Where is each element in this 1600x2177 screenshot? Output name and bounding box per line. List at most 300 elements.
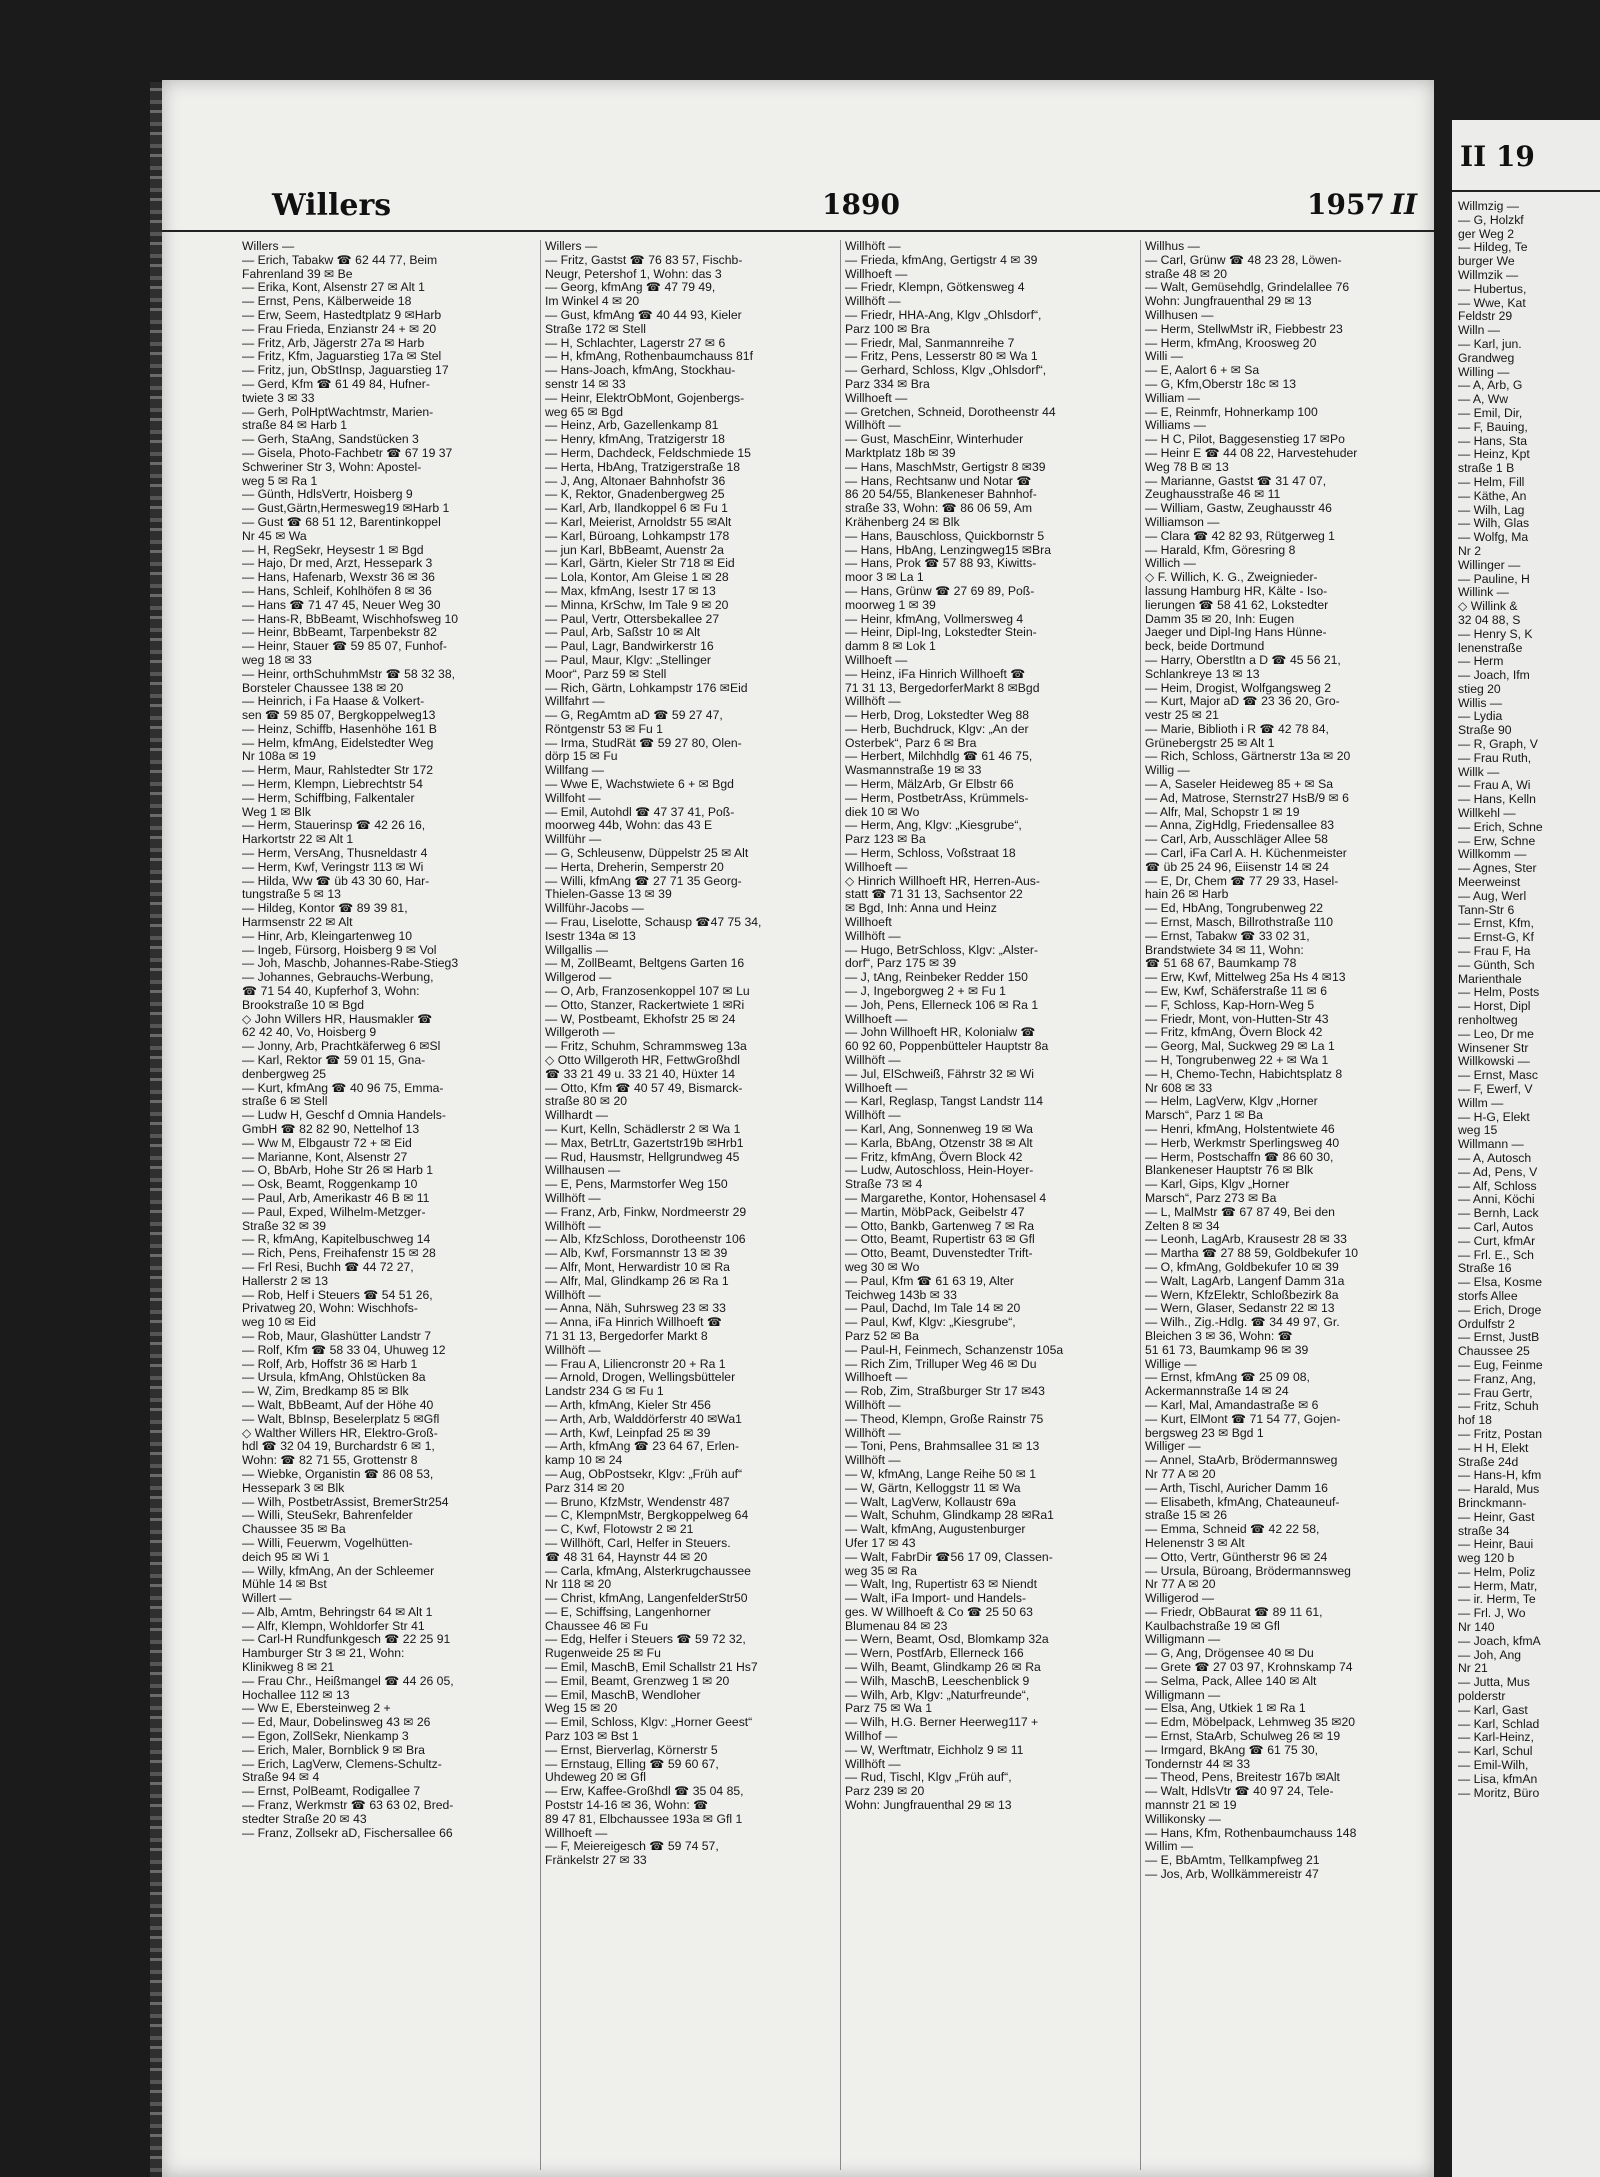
directory-entry-line: Parz 123 ✉ Ba bbox=[845, 833, 926, 847]
directory-entry-line: — Hans, Rechtsanw und Notar ☎ bbox=[845, 474, 1032, 488]
directory-entry-line: Willhausen — bbox=[545, 1164, 621, 1178]
adjacent-entry-line: Willmzig — bbox=[1458, 200, 1519, 213]
directory-entry-line: — C, Kwf, Flotowstr 2 ✉ 21 bbox=[545, 1523, 694, 1537]
adjacent-entry-line: Willkomm — bbox=[1458, 848, 1527, 862]
directory-entry-line: — Margarethe, Kontor, Hohensasel 4 bbox=[845, 1191, 1047, 1205]
adjacent-entry-line: — F, Ewerf, V bbox=[1458, 1083, 1533, 1096]
adjacent-entry-line: — Karl, Gast bbox=[1458, 1703, 1528, 1717]
adjacent-entry-line: — Aug, Werl bbox=[1458, 889, 1527, 903]
directory-entry-line: — Hans-Joach, kfmAng, Stockhau- bbox=[545, 364, 736, 378]
directory-entry-line: — K, Rektor, Gnadenbergweg 25 bbox=[545, 488, 725, 502]
directory-entry-line: — Carl, Arb, Ausschläger Allee 58 bbox=[1145, 833, 1328, 847]
directory-entry-line: — Walt, LagVerw, Kollaustr 69a bbox=[845, 1495, 1016, 1509]
directory-entry-line: Moor“, Parz 59 ✉ Stell bbox=[545, 667, 667, 681]
directory-entry-line: Landstr 234 G ✉ Fu 1 bbox=[545, 1385, 664, 1399]
adjacent-entry-line: — Pauline, H bbox=[1458, 572, 1530, 586]
directory-entry-line: — Henri, kfmAng, Holstentwiete 46 bbox=[1145, 1123, 1335, 1136]
directory-entry-line: — Walt, Schuhm, Glindkamp 28 ✉Ra1 bbox=[845, 1509, 1054, 1523]
directory-entry-line: — Otto, Kfm ☎ 40 57 49, Bismarck- bbox=[545, 1081, 743, 1095]
directory-entry-line: hdl ☎ 32 04 19, Burchardstr 6 ✉ 1, bbox=[242, 1440, 435, 1454]
directory-entry-line: — O, kfmAng, Goldbekufer 10 ✉ 39 bbox=[1145, 1260, 1339, 1274]
directory-entry-line: — H, Tongrubenweg 22 + ✉ Wa 1 bbox=[1145, 1054, 1329, 1068]
directory-entry-line: — Max, BetrLtr, Gazertstr19b ✉Hrb1 bbox=[545, 1136, 744, 1150]
directory-entry-line: ☎ 33 21 49 u. 33 21 40, Hüxter 14 bbox=[545, 1067, 735, 1081]
directory-entry-line: Willhoeft — bbox=[845, 1371, 908, 1385]
adjacent-entry-line: straße 34 bbox=[1458, 1524, 1510, 1538]
directory-entry-line: — Grete ☎ 27 03 97, Krohnskamp 74 bbox=[1145, 1661, 1353, 1675]
directory-entry-line: — Günth, HdlsVertr, Hoisberg 9 bbox=[242, 488, 413, 502]
directory-entry-line: — Gust ☎ 68 51 12, Barentinkoppel bbox=[242, 515, 441, 529]
directory-entry-line: — Ernst, kfmAng ☎ 25 09 08, bbox=[1145, 1371, 1310, 1385]
directory-entry-line: Hessepark 3 ✉ Blk bbox=[242, 1481, 345, 1495]
adjacent-entry-line: — H H, Elekt bbox=[1458, 1441, 1529, 1455]
adjacent-entry-line: — Heinr, Gast bbox=[1458, 1510, 1535, 1524]
directory-entry-line: — Heinr, orthSchuhmMstr ☎ 58 32 38, bbox=[242, 667, 455, 681]
directory-entry-line: 89 47 81, Elbchaussee 193a ✉ Gfl 1 bbox=[545, 1812, 743, 1826]
adjacent-entry-line: — G, Holzkf bbox=[1458, 213, 1524, 227]
directory-entry-line: — Ernstaug, Elling ☎ 59 60 67, bbox=[545, 1757, 719, 1771]
directory-entry-line: — J, Ang, Altonaer Bahnhofstr 36 bbox=[545, 474, 726, 488]
directory-entry-line: — Friedr, Mal, Sanmannreihe 7 bbox=[845, 336, 1015, 350]
directory-entry-line: — Lola, Kontor, Am Gleise 1 ✉ 28 bbox=[545, 571, 729, 585]
adjacent-entry-line: Willinger — bbox=[1458, 558, 1521, 572]
directory-entry-line: Zeughausstraße 46 ✉ 11 bbox=[1145, 488, 1281, 502]
directory-entry-line: — J, tAng, Reinbeker Redder 150 bbox=[845, 971, 1028, 985]
directory-entry-line: — Paul, Exped, Wilhelm-Metzger- bbox=[242, 1205, 426, 1219]
directory-entry-line: — Heinz, Schiffb, Hasenhöhe 161 B bbox=[242, 722, 437, 736]
directory-entry-line: — Rob, Helf i Steuers ☎ 54 51 26, bbox=[242, 1288, 433, 1302]
directory-entry-line: ☎ üb 25 24 96, Eiisenstr 14 ✉ 24 bbox=[1145, 860, 1329, 874]
directory-entry-line: Harmsenstr 22 ✉ Alt bbox=[242, 916, 353, 930]
directory-entry-line: — Arth, kfmAng, Kieler Str 456 bbox=[545, 1398, 711, 1412]
adjacent-entry-line: ger Weg 2 bbox=[1458, 227, 1515, 241]
directory-entry-line: Willfang — bbox=[545, 764, 604, 778]
directory-entry-line: — Heinr, BbBeamt, Tarpenbekstr 82 bbox=[242, 626, 437, 640]
directory-entry-line: — Ernst, Bierverlag, Körnerstr 5 bbox=[545, 1743, 718, 1757]
directory-entry-line: — Anna, ZigHdlg, Friedensallee 83 bbox=[1145, 819, 1335, 833]
directory-entry-line: Willgeroth — bbox=[545, 1026, 615, 1040]
directory-entry-line: Willhoeft — bbox=[845, 860, 908, 874]
directory-entry-line: — Ursula, Büroang, Brödermannsweg bbox=[1145, 1564, 1351, 1578]
directory-entry-line: — Heinz, Arb, Gazellenkamp 81 bbox=[545, 419, 719, 433]
page-number: 1890 bbox=[822, 188, 900, 221]
directory-entry-line: Borsteler Chaussee 138 ✉ 20 bbox=[242, 681, 404, 695]
adjacent-entry-line: — Ad, Pens, V bbox=[1458, 1165, 1538, 1179]
directory-entry-line: Weg 1 ✉ Blk bbox=[242, 805, 311, 819]
directory-entry-line: — Herm, StellwMstr iR, Fiebbestr 23 bbox=[1145, 322, 1343, 336]
directory-entry-line: — Herb, Buchdruck, Klgv: „An der bbox=[845, 722, 1029, 736]
directory-entry-line: kamp 10 ✉ 24 bbox=[545, 1454, 623, 1468]
directory-entry-line: — Wilh, H.G. Berner Heerweg117 + bbox=[845, 1716, 1039, 1730]
directory-entry-line: — Paul, Dachd, Im Tale 14 ✉ 20 bbox=[845, 1302, 1021, 1316]
adjacent-entry-line: — H-G, Elekt bbox=[1458, 1110, 1530, 1124]
directory-entry-line: — Alb, KfzSchloss, Dorotheenstr 106 bbox=[545, 1233, 746, 1247]
directory-entry-line: — Elisabeth, kfmAng, Chateauneuf- bbox=[1145, 1495, 1340, 1509]
directory-entry-line: Grünebergstr 25 ✉ Alt 1 bbox=[1145, 736, 1275, 750]
directory-entry-line: — Alfr, Klempn, Wohldorfer Str 41 bbox=[242, 1619, 425, 1633]
directory-entry-line: — Herm, Maur, Rahlstedter Str 172 bbox=[242, 764, 434, 778]
directory-entry-line: — Heinr, Dipl-Ing, Lokstedter Stein- bbox=[845, 626, 1037, 640]
directory-entry-line: — Paul, Maur, Klgv: „Stellinger bbox=[545, 653, 711, 667]
adjacent-entry-line: — Günth, Sch bbox=[1458, 958, 1535, 972]
directory-entry-line: Bleichen 3 ✉ 36, Wohn: ☎ bbox=[1145, 1329, 1293, 1343]
adjacent-entry-line: — Hans, Kelln bbox=[1458, 793, 1536, 807]
directory-entry-line: Willhardt — bbox=[545, 1109, 608, 1123]
directory-entry-line: — Marianne, Gastst ☎ 31 47 07, bbox=[1145, 474, 1327, 488]
directory-entry-line: — H C, Pilot, Baggesenstieg 17 ✉Po bbox=[1145, 433, 1345, 447]
directory-entry-line: ☎ 48 31 64, Haynstr 44 ✉ 20 bbox=[545, 1550, 708, 1564]
directory-entry-line: — E, Dr, Chem ☎ 77 29 33, Hasel- bbox=[1145, 874, 1339, 888]
directory-entry-line: straße 84 ✉ Harb 1 bbox=[242, 419, 348, 433]
directory-entry-line: Nr 77 A ✉ 20 bbox=[1145, 1578, 1216, 1592]
directory-entry-line: — Hans-R, BbBeamt, Wischhofsweg 10 bbox=[242, 612, 459, 626]
adjacent-entry-line: Willink — bbox=[1458, 586, 1509, 600]
directory-entry-line: — Arth, Arb, Walddörferstr 40 ✉Wa1 bbox=[545, 1412, 742, 1426]
directory-entry-line: — Ludw, Autoschloss, Hein-Hoyer- bbox=[845, 1164, 1034, 1178]
adjacent-entry-line: — Ernst-G, Kf bbox=[1458, 931, 1534, 945]
adjacent-entry-line: — Erich, Droge bbox=[1458, 1303, 1542, 1317]
adjacent-entry-line: — Wilh, Glas bbox=[1458, 517, 1530, 531]
directory-entry-line: — Arth, kfmAng ☎ 23 64 67, Erlen- bbox=[545, 1440, 740, 1454]
adjacent-entry-line: Nr 21 bbox=[1458, 1662, 1488, 1676]
directory-entry-line: — Helm, kfmAng, Eidelstedter Weg bbox=[242, 736, 434, 750]
directory-entry-line: — Wilh, PostbetrAssist, BremerStr254 bbox=[242, 1495, 449, 1509]
directory-entry-line: Willgerod — bbox=[545, 971, 612, 985]
adjacent-entry-line: — Karl, jun. bbox=[1458, 337, 1522, 351]
directory-entry-line: — Karla, BbAng, Otzenstr 38 ✉ Alt bbox=[845, 1136, 1033, 1150]
directory-entry-line: — Herb, Drog, Lokstedter Weg 88 bbox=[845, 709, 1030, 723]
directory-entry-line: — Irma, StudRät ☎ 59 27 80, Olen- bbox=[545, 736, 742, 750]
adjacent-entry-line: — Emil-Wilh, bbox=[1458, 1759, 1529, 1773]
directory-entry-line: Straße 94 ✉ 4 bbox=[242, 1771, 320, 1785]
adjacent-entry-line: — Horst, Dipl bbox=[1458, 1000, 1531, 1014]
directory-entry-line: — Theod, Klempn, Große Rainstr 75 bbox=[845, 1412, 1044, 1426]
directory-entry-line: — Kurt, kfmAng ☎ 40 96 75, Emma- bbox=[242, 1081, 444, 1095]
adjacent-entry-line: Feldstr 29 bbox=[1458, 310, 1513, 324]
directory-entry-line: ☎ 71 54 40, Kupferhof 3, Wohn: bbox=[242, 985, 420, 999]
directory-entry-line: — Paul, Vertr, Ottersbekallee 27 bbox=[545, 612, 720, 626]
adjacent-entry-line: Willkowski — bbox=[1458, 1055, 1530, 1069]
directory-entry-line: Parz 314 ✉ 20 bbox=[545, 1481, 625, 1495]
directory-entry-line: Willigmann — bbox=[1145, 1688, 1221, 1702]
directory-entry-line: — Aug, ObPostsekr, Klgv: „Früh auf“ bbox=[545, 1467, 743, 1481]
directory-entry-line: — Gust, kfmAng ☎ 40 44 93, Kieler bbox=[545, 308, 742, 322]
directory-entry-line: Uhdeweg 20 ✉ Gfl bbox=[545, 1771, 646, 1785]
adjacent-entry-line: — Karl, Schul bbox=[1458, 1745, 1533, 1759]
directory-entry-line: — Herm, Dachdeck, Feldschmiede 15 bbox=[545, 446, 751, 460]
adjacent-entry-line: — Käthe, An bbox=[1458, 489, 1527, 503]
adjacent-entry-line: ◇ Willink & bbox=[1458, 600, 1518, 614]
directory-entry-line: — Hans, Prok ☎ 57 88 93, Kiwitts- bbox=[845, 557, 1037, 571]
directory-entry-line: — Kurt, ElMont ☎ 71 54 77, Gojen- bbox=[1145, 1412, 1341, 1426]
adjacent-entry-line: renholtweg bbox=[1458, 1014, 1518, 1028]
directory-entry-line: Willhoeft — bbox=[845, 1081, 908, 1095]
directory-entry-line: — Wilh., Zig.-Hdlg. ☎ 34 49 97, Gr. bbox=[1145, 1316, 1340, 1330]
directory-entry-line: — Gerh, PolHptWachtmstr, Marien- bbox=[242, 405, 434, 419]
directory-entry-line: Privatweg 20, Wohn: Wischhofs- bbox=[242, 1302, 418, 1316]
directory-entry-line: — Karl, Büroang, Lohkampstr 178 bbox=[545, 529, 730, 543]
directory-entry-line: bergsweg 23 ✉ Bgd 1 bbox=[1145, 1426, 1264, 1440]
directory-entry-line: — Willhöft, Carl, Helfer in Steuers. bbox=[545, 1536, 731, 1550]
directory-entry-line: — Anna, Näh, Suhrsweg 23 ✉ 33 bbox=[545, 1302, 726, 1316]
directory-entry-line: — Ed, Maur, Dobelinsweg 43 ✉ 26 bbox=[242, 1716, 431, 1730]
directory-entry-line: Willigerod — bbox=[1145, 1592, 1215, 1606]
directory-entry-line: Fränkelstr 27 ✉ 33 bbox=[545, 1854, 647, 1868]
directory-entry-line: — Rolf, Arb, Hoffstr 36 ✉ Harb 1 bbox=[242, 1357, 418, 1371]
adjacent-entry-line: — Joach, kfmA bbox=[1458, 1634, 1541, 1648]
directory-entry-line: — Gisela, Photo-Fachbetr ☎ 67 19 37 bbox=[242, 446, 453, 460]
adjacent-entry-line: burger We bbox=[1458, 255, 1515, 269]
directory-entry-line: — Minna, KrSchw, Im Tale 9 ✉ 20 bbox=[545, 598, 729, 612]
directory-entry-line: — Alfr, Mont, Herwardistr 10 ✉ Ra bbox=[545, 1260, 730, 1274]
directory-entry-line: — William, Gastw, Zeughausstr 46 bbox=[1145, 502, 1332, 516]
adjacent-entry-line: — Hildeg, Te bbox=[1458, 241, 1528, 255]
directory-entry-line: — W, kfmAng, Lange Reihe 50 ✉ 1 bbox=[845, 1467, 1037, 1481]
directory-entry-line: Hamburger Str 3 ✉ 21, Wohn: bbox=[242, 1647, 405, 1661]
adjacent-entry-line: — Hans, Sta bbox=[1458, 434, 1528, 448]
directory-entry-line: Jaeger und Dipl-Ing Hans Hünne- bbox=[1145, 626, 1327, 640]
adjacent-entry-line: straße 1 B bbox=[1458, 462, 1515, 476]
directory-entry-line: — F, Schloss, Kap-Horn-Weg 5 bbox=[1145, 998, 1315, 1012]
directory-entry-line: — L, MalMstr ☎ 67 87 49, Bei den bbox=[1145, 1205, 1335, 1219]
directory-entry-line: Willhöft — bbox=[545, 1191, 601, 1205]
directory-entry-line: — Kurt, Kelln, Schädlerstr 2 ✉ Wa 1 bbox=[545, 1123, 741, 1136]
directory-entry-line: stedter Straße 20 ✉ 43 bbox=[242, 1812, 367, 1826]
directory-entry-line: — Rud, Tischl, Klgv „Früh auf“, bbox=[845, 1771, 1012, 1785]
directory-entry-line: — Hans, Hafenarb, Wexstr 36 ✉ 36 bbox=[242, 571, 435, 585]
directory-column-4 bbox=[1140, 240, 1441, 2170]
directory-entry-line: Wohn: ☎ 82 71 55, Grottenstr 8 bbox=[242, 1454, 418, 1468]
directory-entry-line: — Hans, Bauschloss, Quickbornstr 5 bbox=[845, 529, 1045, 543]
adjacent-entry-line: Willing — bbox=[1458, 365, 1510, 379]
directory-entry-line: — E, BbAmtm, Tellkampfweg 21 bbox=[1145, 1854, 1320, 1868]
directory-entry-line: — W, Gärtn, Kelloggstr 11 ✉ Wa bbox=[845, 1481, 1021, 1495]
directory-entry-line: — Emma, Schneid ☎ 42 22 58, bbox=[1145, 1523, 1320, 1537]
directory-entry-line: — Walt, BbBeamt, Auf der Höhe 40 bbox=[242, 1398, 434, 1412]
directory-entry-line: — Erich, Maler, Bornblick 9 ✉ Bra bbox=[242, 1743, 425, 1757]
directory-entry-line: — Arth, Kwf, Leinpfad 25 ✉ 39 bbox=[545, 1426, 711, 1440]
directory-column-2 bbox=[540, 240, 841, 2170]
directory-entry-line: — Marianne, Kont, Alsenstr 27 bbox=[242, 1150, 408, 1164]
directory-entry-line: — Ernst, Pens, Kälberweide 18 bbox=[242, 295, 412, 309]
directory-entry-line: — Frau Chr., Heißmangel ☎ 44 26 05, bbox=[242, 1674, 454, 1688]
directory-entry-line: — G, Ang, Drögensee 40 ✉ Du bbox=[1145, 1647, 1314, 1661]
adjacent-entry-line: — Fritz, Schuh bbox=[1458, 1400, 1539, 1414]
directory-entry-line: — Clara ☎ 42 82 93, Rütgerweg 1 bbox=[1145, 529, 1335, 543]
directory-entry-line: — Erw, Kaffee-Großhdl ☎ 35 04 85, bbox=[545, 1785, 744, 1799]
directory-entry-line: — Paul, Kfm ☎ 61 63 19, Alter bbox=[845, 1274, 1014, 1288]
directory-entry-line: — Jul, ElSchweiß, Fährstr 32 ✉ Wi bbox=[845, 1067, 1035, 1081]
adjacent-entry-line: Winsener Str bbox=[1458, 1041, 1529, 1055]
adjacent-entry-line: — Leo, Dr me bbox=[1458, 1027, 1534, 1041]
running-head bbox=[162, 180, 1434, 232]
directory-entry-line: William — bbox=[1145, 391, 1200, 405]
adjacent-header-rule bbox=[1452, 190, 1600, 192]
page-year: 1957 II bbox=[1307, 188, 1418, 221]
directory-entry-line: dörp 15 ✉ Fu bbox=[545, 750, 618, 764]
directory-entry-line: Chaussee 46 ✉ Fu bbox=[545, 1619, 649, 1633]
directory-entry-line: Willers — bbox=[545, 240, 598, 253]
adjacent-entry-line: weg 120 b bbox=[1458, 1552, 1515, 1566]
directory-entry-line: — Georg, Mal, Suckweg 29 ✉ La 1 bbox=[1145, 1040, 1335, 1054]
directory-entry-line: — Wiebke, Organistin ☎ 86 08 53, bbox=[242, 1467, 434, 1481]
directory-entry-line: — Emil, Autohdl ☎ 47 37 41, Poß- bbox=[545, 805, 735, 819]
adjacent-entry-line: — Lisa, kfmAn bbox=[1458, 1772, 1538, 1786]
directory-entry-line: — Fritz, Schuhm, Schrammsweg 13a bbox=[545, 1040, 747, 1054]
directory-entry-line: denbergweg 25 bbox=[242, 1067, 327, 1081]
directory-entry-line: Rugenweide 25 ✉ Fu bbox=[545, 1647, 661, 1661]
adjacent-entry-line: — Moritz, Büro bbox=[1458, 1786, 1540, 1800]
directory-entry-line: — Rich, Pens, Freihafenstr 15 ✉ 28 bbox=[242, 1247, 436, 1261]
directory-entry-line: — Henry, kfmAng, Tratzigerstr 18 bbox=[545, 433, 725, 447]
directory-entry-line: — Otto, Bankb, Gartenweg 7 ✉ Ra bbox=[845, 1219, 1035, 1233]
directory-entry-line: Harkortstr 22 ✉ Alt 1 bbox=[242, 833, 354, 847]
directory-entry-line: — E, Pens, Marmstorfer Weg 150 bbox=[545, 1178, 728, 1192]
directory-entry-line: — Martin, MöbPack, Geibelstr 47 bbox=[845, 1205, 1025, 1219]
directory-entry-line: Nr 77 A ✉ 20 bbox=[1145, 1467, 1216, 1481]
adjacent-entry-line: — Helm, Fill bbox=[1458, 475, 1525, 489]
directory-entry-line: — Rich, Gärtn, Lohkampstr 176 ✉Eid bbox=[545, 681, 748, 695]
adjacent-entry-line: — Heinr, Baui bbox=[1458, 1538, 1534, 1552]
directory-entry-line: — Walt, iFa Import- und Handels- bbox=[845, 1592, 1027, 1606]
directory-entry-line: — Paul, Arb, Amerikastr 46 B ✉ 11 bbox=[242, 1191, 430, 1205]
directory-entry-line: Hochallee 112 ✉ 13 bbox=[242, 1688, 350, 1702]
directory-entry-line: Willhus — bbox=[1145, 240, 1200, 253]
directory-entry-line: senstr 14 ✉ 33 bbox=[545, 377, 626, 391]
adjacent-entry-line: — Frau F, Ha bbox=[1458, 945, 1531, 959]
directory-entry-line: Krähenberg 24 ✉ Blk bbox=[845, 515, 960, 529]
directory-entry-line: — Karl, Reglasp, Tangst Landstr 114 bbox=[845, 1095, 1044, 1109]
directory-entry-line: — Ingeb, Fürsorg, Hoisberg 9 ✉ Vol bbox=[242, 943, 437, 957]
directory-entry-line: — Alfr, Mal, Schopstr 1 ✉ 19 bbox=[1145, 805, 1300, 819]
adjacent-entry-line: Willis — bbox=[1458, 696, 1503, 710]
directory-entry-line: — Ed, HbAng, Tongrubenweg 22 bbox=[1145, 902, 1323, 916]
directory-entry-line: — Paul, Lagr, Bandwirkerstr 16 bbox=[545, 640, 714, 654]
directory-entry-line: — Herm, Schiffbing, Falkentaler bbox=[242, 791, 415, 805]
adjacent-entry-line: Straße 24d bbox=[1458, 1455, 1519, 1469]
directory-entry-line: Parz 239 ✉ 20 bbox=[845, 1785, 925, 1799]
directory-entry-line: — Hans, MaschMstr, Gertigstr 8 ✉39 bbox=[845, 460, 1046, 474]
directory-entry-line: — Wern, Glaser, Sedanstr 22 ✉ 13 bbox=[1145, 1302, 1335, 1316]
adjacent-entry-line: — Frl. J, Wo bbox=[1458, 1607, 1526, 1621]
directory-entry-line: Wohn: Jungfrauenthal 29 ✉ 13 bbox=[1145, 295, 1312, 309]
directory-entry-line: — Rob, Zim, Straßburger Str 17 ✉43 bbox=[845, 1385, 1045, 1399]
directory-entry-line: Röntgenstr 53 ✉ Fu 1 bbox=[545, 722, 663, 736]
directory-entry-line: — Rob, Maur, Glashütter Landstr 7 bbox=[242, 1329, 431, 1343]
directory-entry-line: — W, Zim, Bredkamp 85 ✉ Blk bbox=[242, 1385, 409, 1399]
directory-entry-line: straße 6 ✉ Stell bbox=[242, 1095, 328, 1109]
directory-entry-line: Willikonsky — bbox=[1145, 1812, 1221, 1826]
directory-entry-line: — Hugo, BetrSchloss, Klgv: „Alster- bbox=[845, 943, 1039, 957]
directory-entry-line: Nr 608 ✉ 33 bbox=[1145, 1081, 1213, 1095]
directory-entry-line: Willigmann — bbox=[1145, 1633, 1221, 1647]
directory-entry-line: Willhöft — bbox=[545, 1219, 601, 1233]
directory-entry-line: — Erw, Kwf, Mittelweg 25a Hs 4 ✉13 bbox=[1145, 971, 1346, 985]
directory-entry-line: — Heinr E ☎ 44 08 22, Harvestehuder bbox=[1145, 446, 1358, 460]
directory-entry-line: — E, Reinmfr, Hohnerkamp 100 bbox=[1145, 405, 1318, 419]
directory-entry-line: — Ernst, Tabakw ☎ 33 02 31, bbox=[1145, 929, 1310, 943]
directory-entry-line: — Christ, kfmAng, LangenfelderStr50 bbox=[545, 1592, 748, 1606]
directory-entry-line: — Otto, Vertr, Güntherstr 96 ✉ 24 bbox=[1145, 1550, 1328, 1564]
directory-entry-line: — Bruno, KfzMstr, Wendenstr 487 bbox=[545, 1495, 730, 1509]
directory-entry-line: Willhöft — bbox=[545, 1288, 601, 1302]
directory-entry-line: — Karl, Arb, Ilandkoppel 6 ✉ Fu 1 bbox=[545, 502, 728, 516]
directory-entry-line: — Walt, Gemüsehdlg, Grindelallee 76 bbox=[1145, 281, 1350, 295]
directory-entry-line: Willhöft — bbox=[845, 929, 901, 943]
directory-entry-line: — Selma, Pack, Allee 140 ✉ Alt bbox=[1145, 1674, 1317, 1688]
directory-entry-line: Im Winkel 4 ✉ 20 bbox=[545, 295, 640, 309]
directory-entry-line: — Otto, Beamt, Rupertistr 63 ✉ Gfl bbox=[845, 1233, 1035, 1247]
directory-entry-line: — Frau A, Liliencronstr 20 + Ra 1 bbox=[545, 1357, 726, 1371]
directory-entry-line: weg 30 ✉ Wo bbox=[845, 1260, 920, 1274]
directory-entry-line: — Karl, Gips, Klgv „Horner bbox=[1145, 1178, 1290, 1192]
adjacent-entry-line: — Frau Gertr, bbox=[1458, 1386, 1533, 1400]
directory-entry-line: Marsch“, Parz 273 ✉ Ba bbox=[1145, 1191, 1277, 1205]
directory-entry-line: vestr 25 ✉ 21 bbox=[1145, 709, 1219, 723]
adjacent-entry-line: hof 18 bbox=[1458, 1414, 1492, 1428]
directory-entry-line: Fahrenland 39 ✉ Be bbox=[242, 267, 353, 281]
directory-entry-line: — Fritz, Gastst ☎ 76 83 57, Fischb- bbox=[545, 253, 743, 267]
directory-entry-line: moor 3 ✉ La 1 bbox=[845, 571, 924, 585]
directory-entry-line: — O, BbArb, Hohe Str 26 ✉ Harb 1 bbox=[242, 1164, 434, 1178]
directory-entry-line: moorweg 1 ✉ 39 bbox=[845, 598, 936, 612]
directory-entry-line: — Martha ☎ 27 88 59, Goldbekufer 10 bbox=[1145, 1247, 1359, 1261]
directory-entry-line: Willhöft — bbox=[845, 1054, 901, 1068]
volume-number: II bbox=[1390, 188, 1418, 221]
directory-entry-line: — Otto, Beamt, Duvenstedter Trift- bbox=[845, 1247, 1033, 1261]
directory-column-3 bbox=[840, 240, 1141, 2170]
directory-entry-line: Willich — bbox=[1145, 557, 1196, 571]
directory-entry-line: — Harald, Kfm, Göresring 8 bbox=[1145, 543, 1296, 557]
adjacent-entry-line: — Curt, kfmAr bbox=[1458, 1234, 1536, 1248]
directory-entry-line: — Theod, Pens, Breitestr 167b ✉Alt bbox=[1145, 1771, 1340, 1785]
directory-entry-line: Blankeneser Hauptstr 76 ✉ Blk bbox=[1145, 1164, 1314, 1178]
directory-entry-line: Willgallis — bbox=[545, 943, 608, 957]
directory-entry-line: Parz 52 ✉ Ba bbox=[845, 1329, 919, 1343]
directory-entry-line: — E, Schiffsing, Langenhorner bbox=[545, 1605, 711, 1619]
directory-entry-line: — Franz, Werkmstr ☎ 63 63 02, Bred- bbox=[242, 1799, 454, 1813]
directory-entry-line: lierungen ☎ 58 41 62, Lokstedter bbox=[1145, 598, 1329, 612]
adjacent-entry-line: Marienthale bbox=[1458, 972, 1522, 986]
adjacent-entry-line: — Wilh, Lag bbox=[1458, 503, 1525, 517]
adjacent-entry-line: — Karl-Heinz, bbox=[1458, 1731, 1534, 1745]
directory-column-1 bbox=[242, 240, 538, 2170]
directory-entry-line: — Georg, kfmAng ☎ 47 79 49, bbox=[545, 281, 716, 295]
directory-entry-line: Willim — bbox=[1145, 1840, 1194, 1854]
adjacent-entry-line: — Frau A, Wi bbox=[1458, 779, 1531, 793]
directory-entry-line: — Herta, HbAng, Tratzigerstraße 18 bbox=[545, 460, 741, 474]
directory-entry-line: 71 31 13, Bergedorfer Markt 8 bbox=[545, 1329, 708, 1343]
directory-entry-line: — Herm, kfmAng, Krooswеg 20 bbox=[1145, 336, 1317, 350]
adjacent-entry-line: Willmann — bbox=[1458, 1138, 1524, 1152]
directory-entry-line: — Walt, HdlsVtr ☎ 40 97 24, Tele- bbox=[1145, 1785, 1334, 1799]
adjacent-entry-line: — Erich, Schne bbox=[1458, 820, 1543, 834]
directory-entry-line: — Helm, LagVerw, Klgv „Horner bbox=[1145, 1095, 1318, 1109]
directory-entry-line: Brookstraße 10 ✉ Bgd bbox=[242, 998, 364, 1012]
directory-entry-line: — Kurt, Major aD ☎ 23 36 20, Gro- bbox=[1145, 695, 1340, 709]
directory-entry-line: — Heim, Drogist, Wolfgangsweg 2 bbox=[1145, 681, 1332, 695]
adjacent-entry-line: — Ernst, Masc bbox=[1458, 1069, 1538, 1083]
entry-columns bbox=[242, 240, 1422, 2170]
directory-entry-line: Zelten 8 ✉ 34 bbox=[1145, 1219, 1220, 1233]
adjacent-entry-line: — ir. Herm, Te bbox=[1458, 1593, 1536, 1607]
directory-entry-line: Willführ-Jacobs — bbox=[545, 902, 644, 916]
adjacent-entry-line: lenenstraße bbox=[1458, 641, 1523, 655]
directory-entry-line: — H, RegSekr, Heysestr 1 ✉ Bgd bbox=[242, 543, 424, 557]
directory-entry-line: Straße 73 ✉ 4 bbox=[845, 1178, 923, 1192]
directory-entry-line: weg 65 ✉ Bgd bbox=[545, 405, 623, 419]
directory-entry-line: Teichweg 143b ✉ 33 bbox=[845, 1288, 957, 1302]
